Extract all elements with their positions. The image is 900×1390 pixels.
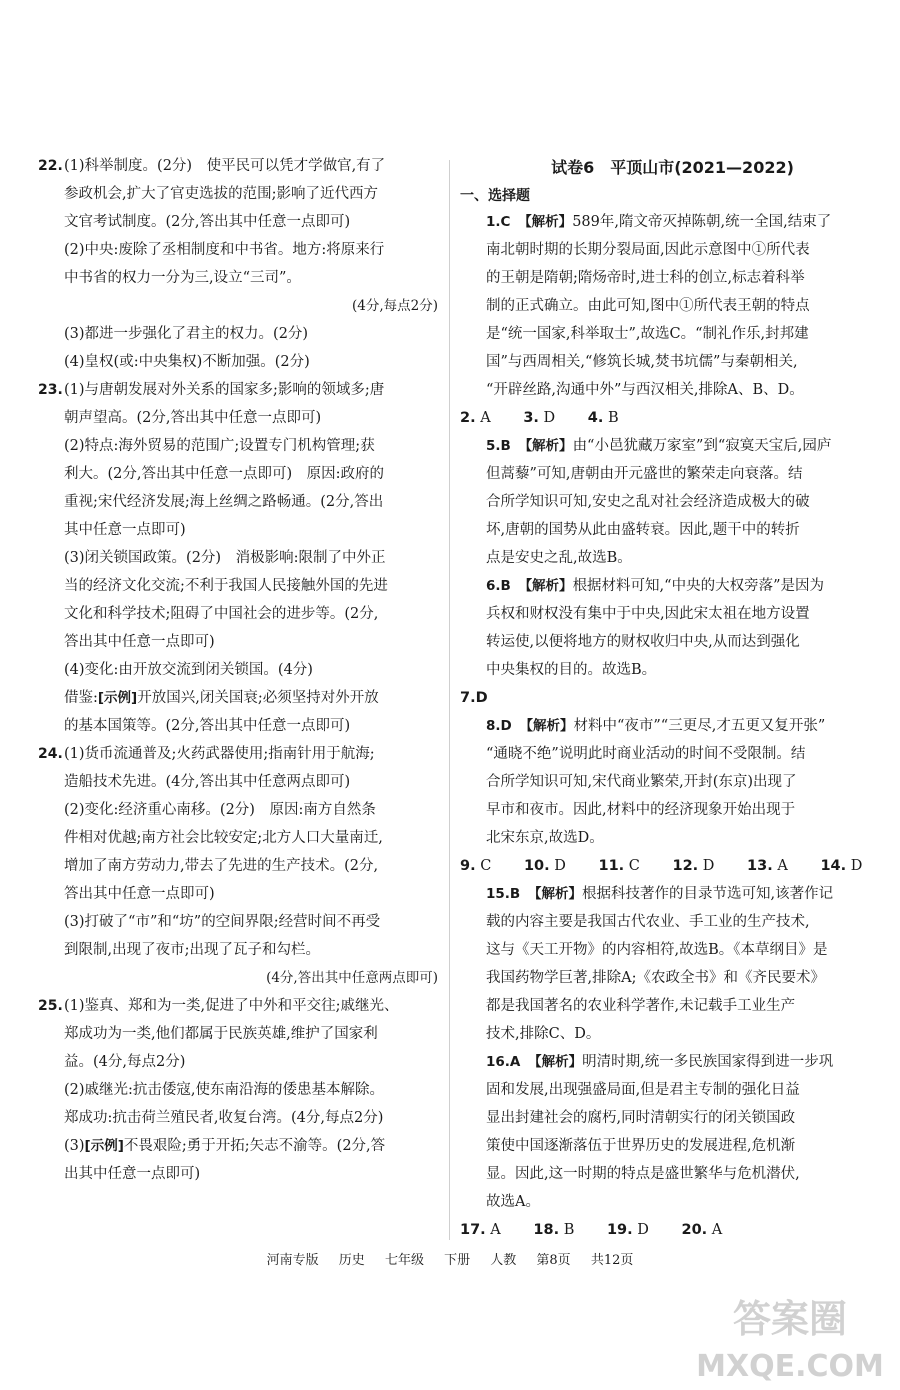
answer-item xyxy=(588,410,633,426)
answer-line xyxy=(486,432,865,460)
answer-line: (1)鉴真、郑和为一类,促进了中外和平交往;戚继光、 xyxy=(64,998,399,1014)
answer-line: 国”与西周相关,“修筑长城,焚书坑儒”与秦朝相关, xyxy=(486,354,798,370)
answer-row-2-4 xyxy=(460,404,865,432)
answer-line: 中央集权的目的。故选B。 xyxy=(486,662,657,678)
answer-line: 其中任意一点即可) xyxy=(64,522,186,538)
score-note: (4分,每点2分) xyxy=(351,298,438,314)
answer-line: 显。因此,这一时期的特点是盛世繁华与危机潜伏, xyxy=(486,1166,800,1182)
answer-letter: D xyxy=(543,410,556,426)
example-tag: [示例] xyxy=(84,1138,124,1154)
answer-line: 当的经济文化交流;不利于我国人民接触外国的先进 xyxy=(64,578,388,594)
answer-item xyxy=(598,858,653,874)
borrow-text: 开放国兴,闭关国衰;必须坚持对外开放 xyxy=(137,690,379,706)
answer-letter: D xyxy=(554,858,566,874)
answer-line: 到限制,出现了夜市;出现了瓦子和勾栏。 xyxy=(64,942,320,958)
answer-line: 的基本国策等。(2分,答出其中任意一点即可) xyxy=(64,718,351,734)
answer-line: 文官考试制度。(2分,答出其中任意一点即可) xyxy=(64,214,351,230)
answer-line: 故选A。 xyxy=(486,1194,540,1210)
answer-line: 显出封建社会的腐朽,同时清朝实行的闭关锁国政 xyxy=(486,1110,796,1126)
answer-line: 转运使,以便将地方的财权收归中央,从而达到强化 xyxy=(486,634,800,650)
answer-key: 1.C xyxy=(486,214,511,230)
answer-item xyxy=(524,858,580,874)
answer-line: (3)闭关锁国政策。(2分) 消极影响:限制了中外正 xyxy=(64,550,386,566)
answer-line: 益。(4分,每点2分) xyxy=(64,1054,186,1070)
answer-number: 14. xyxy=(820,858,847,874)
analysis-tag: 【解析】 xyxy=(524,214,573,230)
footer-page-total: 共12页 xyxy=(590,1253,634,1268)
answer-number: 11. xyxy=(598,858,625,874)
answer-line xyxy=(486,880,865,908)
question-number: 22. xyxy=(38,158,63,174)
column-divider xyxy=(449,160,450,1240)
analysis-tag: 【解析】 xyxy=(525,438,573,454)
answer-line: 技术,排除C、D。 xyxy=(486,1026,601,1042)
answer-line xyxy=(486,712,865,740)
answer-number: 18. xyxy=(533,1222,560,1238)
part-prefix: (3) xyxy=(64,1138,85,1154)
right-column xyxy=(460,152,865,1244)
answer-line: 固和发展,出现强盛局面,但是君主专制的强化日益 xyxy=(486,1082,800,1098)
answer-number: 17. xyxy=(460,1222,486,1238)
answer-item xyxy=(523,410,569,426)
question-8 xyxy=(460,712,865,852)
analysis-tag: 【解析】 xyxy=(534,1054,583,1070)
answer-line xyxy=(64,684,438,712)
analysis-text: 根据材料可知,“中央的大权旁落”是因为 xyxy=(572,578,824,594)
answer-line: (4)皇权(或:中央集权)不断加强。(2分) xyxy=(64,354,310,370)
answer-line: (1)货币流通普及;火药武器使用;指南针用于航海; xyxy=(64,746,375,762)
answer-line: (2)变化:经济重心南移。(2分) 原因:南方自然条 xyxy=(64,802,376,818)
answer-line: 北宋东京,故选D。 xyxy=(486,830,604,846)
answer-line: 都是我国著名的农业科学著作,未记载手工业生产 xyxy=(486,998,796,1014)
answer-number: 12. xyxy=(672,858,699,874)
answer-line: 载的内容主要是我国古代农业、手工业的生产技术, xyxy=(486,914,810,930)
question-24 xyxy=(38,740,438,992)
answer-letter: C xyxy=(628,858,640,874)
question-1 xyxy=(460,208,865,404)
score-note: (4分,答出其中任意两点即可) xyxy=(266,970,438,986)
question-22 xyxy=(38,152,438,376)
footer-grade: 七年级 xyxy=(384,1253,424,1268)
answer-line: “开辟丝路,沟通中外”与西汉相关,排除A、B、D。 xyxy=(486,382,804,398)
part-text: 不畏艰险;勇于开拓;矢志不渝等。(2分,答 xyxy=(123,1138,386,1154)
answer-number: 4. xyxy=(587,410,604,426)
answer-item xyxy=(533,1222,588,1238)
answer-line: 策使中国逐渐落伍于世界历史的发展进程,危机渐 xyxy=(486,1138,796,1154)
answer-line: 造船技术先进。(4分,答出其中任意两点即可) xyxy=(64,774,351,790)
footer-page-number: 第8页 xyxy=(536,1253,571,1268)
answer-letter: D xyxy=(702,858,715,874)
answer-key: 8.D xyxy=(486,718,512,734)
question-number: 25. xyxy=(38,998,63,1014)
answer-line xyxy=(486,1048,865,1076)
answer-line: 南北朝时期的长期分裂局面,因此示意图中①所代表 xyxy=(486,242,810,258)
analysis-tag: 【解析】 xyxy=(525,578,573,594)
answer-row-7 xyxy=(460,684,865,712)
answer-line: 合所学知识可知,安史之乱对社会经济造成极大的破 xyxy=(486,494,810,510)
watermark-logo xyxy=(690,1290,890,1385)
answer-line: 郑成功:抗击荷兰殖民者,收复台湾。(4分,每点2分) xyxy=(64,1110,384,1126)
question-25 xyxy=(38,992,438,1188)
answer-line: 朝声望高。(2分,答出其中任意一点即可) xyxy=(64,410,322,426)
answer-line: 合所学知识可知,宋代商业繁荣,开封(东京)出现了 xyxy=(486,774,797,790)
answer-item xyxy=(460,410,505,426)
answer-number: 3. xyxy=(523,410,539,426)
answer-letter: D xyxy=(637,1222,649,1238)
answer-line: 利大。(2分,答出其中任意一点即可) 原因:政府的 xyxy=(64,466,385,482)
answer-key: 16.A xyxy=(486,1054,521,1070)
left-column xyxy=(38,152,438,1188)
analysis-text: 根据科技著作的目录节选可知,该著作记 xyxy=(581,886,834,902)
answer-item xyxy=(460,1222,515,1238)
answer-key: 7.D xyxy=(460,690,488,706)
answer-line: 的王朝是隋朝;隋炀帝时,进士科的创立,标志着科举 xyxy=(486,270,805,286)
answer-line: (2)特点:海外贸易的范围广;设置专门机构管理;获 xyxy=(64,438,375,454)
analysis-text: 589年,隋文帝灭掉陈朝,统一全国,结束了 xyxy=(572,214,832,230)
answer-key: 5.B xyxy=(486,438,511,454)
answer-line: 中书省的权力一分为三,设立“三司”。 xyxy=(64,270,301,286)
answer-line: 制的正式确立。由此可知,图中①所代表王朝的特点 xyxy=(486,298,810,314)
analysis-text: 明清时期,统一多民族国家得到进一步巩 xyxy=(582,1054,834,1070)
answer-item xyxy=(682,1222,737,1238)
answer-letter: B xyxy=(563,1222,575,1238)
example-tag: [示例] xyxy=(97,690,138,706)
analysis-text: 材料中“夜市”“三更尽,才五更又复开张” xyxy=(573,718,826,734)
answer-line: (2)中央:废除了丞相制度和中书省。地方:将原来行 xyxy=(64,242,385,258)
footer-subject: 历史 xyxy=(338,1253,365,1268)
answer-item xyxy=(747,858,802,874)
analysis-text: 由“小邑犹藏万家室”到“寂寞天宝后,园庐 xyxy=(572,438,832,454)
answer-key: 6.B xyxy=(486,578,511,594)
answer-item xyxy=(673,858,729,874)
answer-line: 点是安史之乱,故选B。 xyxy=(486,550,632,566)
answer-item xyxy=(607,1222,663,1238)
footer-publisher: 人教 xyxy=(490,1253,517,1268)
question-number: 24. xyxy=(38,746,63,762)
answer-line: “通晓不绝”说明此时商业活动的时间不受限制。结 xyxy=(486,746,806,762)
answer-number: 13. xyxy=(747,858,773,874)
answer-line: 答出其中任意一点即可) xyxy=(64,634,215,650)
analysis-tag: 【解析】 xyxy=(534,886,582,902)
footer-edition: 河南专版 xyxy=(266,1253,319,1268)
question-number: 23. xyxy=(38,382,63,398)
answer-line xyxy=(486,208,865,236)
paper-title: 试卷6 平顶山市(2021—2022) xyxy=(551,158,794,177)
question-23 xyxy=(38,376,438,740)
answer-line: 坏,唐朝的国势从此由盛转衰。因此,题干中的转折 xyxy=(486,522,800,538)
watermark-top-text: 答案圈 xyxy=(732,1297,848,1341)
answer-line: 我国药物学巨著,排除A;《农政全书》和《齐民要术》 xyxy=(486,970,825,986)
footer-volume: 下册 xyxy=(444,1253,471,1268)
answer-number: 19. xyxy=(606,1222,633,1238)
answer-line: 答出其中任意一点即可) xyxy=(64,886,215,902)
answer-line: 文化和科学技术;阻碍了中国社会的进步等。(2分, xyxy=(64,606,379,622)
answer-letter: D xyxy=(850,858,863,874)
answer-number: 20. xyxy=(681,1222,708,1238)
answer-line: (4)变化:由开放交流到闭关锁国。(4分) xyxy=(64,662,313,678)
answer-line: 重视;宋代经济发展;海上丝绸之路畅通。(2分,答出 xyxy=(64,494,384,510)
answer-line xyxy=(64,1132,438,1160)
answer-line: (2)戚继光:抗击倭寇,使东南沿海的倭患基本解除。 xyxy=(64,1082,385,1098)
answer-item xyxy=(460,858,505,874)
answer-line: 出其中任意一点即可) xyxy=(64,1166,201,1182)
answer-number: 9. xyxy=(460,858,476,874)
answer-line: 但蒿藜”可知,唐朝由开元盛世的繁荣走向衰落。结 xyxy=(486,466,803,482)
answer-line: 郑成功为一类,他们都属于民族英雄,维护了国家利 xyxy=(64,1026,378,1042)
answer-line xyxy=(486,572,865,600)
answer-number: 10. xyxy=(523,858,550,874)
watermark-bottom-text: MXQE.COM xyxy=(696,1349,884,1384)
answer-row-17-20 xyxy=(460,1216,865,1244)
answer-row-9-14 xyxy=(460,852,865,880)
answer-key: 15.B xyxy=(486,886,521,902)
answer-line: 件相对优越;南方社会比较安定;北方人口大量南迁, xyxy=(64,830,383,846)
answer-line: (1)与唐朝发展对外关系的国家多;影响的领域多;唐 xyxy=(64,382,385,398)
answer-line: (3)都进一步强化了君主的权力。(2分) xyxy=(64,326,309,342)
answer-line: 增加了南方劳动力,带去了先进的生产技术。(2分, xyxy=(64,858,379,874)
answer-line: 参政机会,扩大了官吏选拔的范围;影响了近代西方 xyxy=(64,186,378,202)
answer-item xyxy=(820,858,876,874)
question-16 xyxy=(460,1048,865,1216)
answer-line: (3)打破了“市”和“坊”的空间界限;经营时间不再受 xyxy=(64,914,381,930)
answer-letter: B xyxy=(608,410,619,426)
answer-line: (1)科举制度。(2分) 使平民可以凭才学做官,有了 xyxy=(64,158,386,174)
question-6 xyxy=(460,572,865,684)
answer-letter: A xyxy=(777,858,788,874)
page-footer xyxy=(0,1247,900,1275)
borrow-prefix: 借鉴: xyxy=(64,690,98,706)
answer-letter: A xyxy=(480,410,491,426)
question-15 xyxy=(460,880,865,1048)
answer-number: 2. xyxy=(460,410,476,426)
question-5 xyxy=(460,432,865,572)
analysis-tag: 【解析】 xyxy=(526,718,574,734)
answer-letter: A xyxy=(490,1222,501,1238)
section-heading: 一、选择题 xyxy=(460,188,530,204)
answer-line: 早市和夜市。因此,材料中的经济现象开始出现于 xyxy=(486,802,796,818)
answer-letter: A xyxy=(711,1222,723,1238)
answer-line: 这与《天工开物》的内容相符,故选B。《本草纲目》是 xyxy=(486,942,828,958)
answer-line: 兵权和财权没有集中于中央,因此宋太祖在地方设置 xyxy=(486,606,810,622)
answer-line: 是“统一国家,科举取士”,故选C。“制礼作乐,封邦建 xyxy=(486,326,809,342)
answer-letter: C xyxy=(480,858,492,874)
